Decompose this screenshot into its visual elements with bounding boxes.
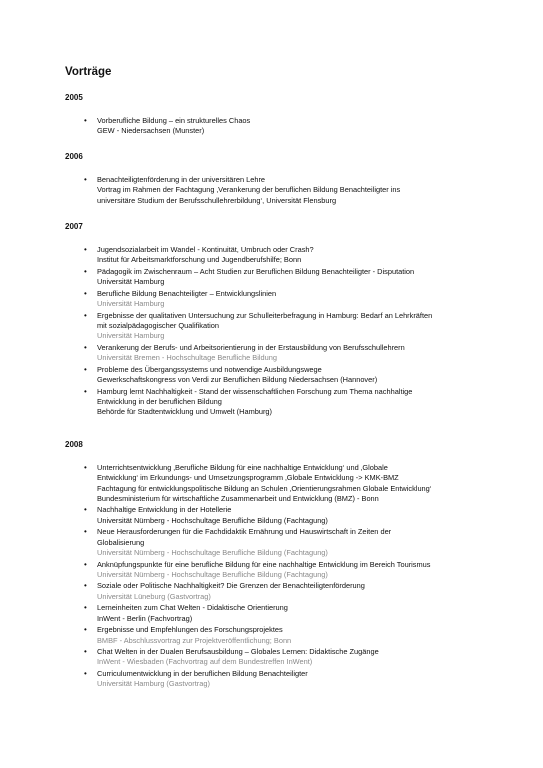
talk-title: • Chat Welten in der Dualen Berufsausbildung – Globales Lernen: Didaktische Zugänge <box>97 647 379 657</box>
talk-list-item <box>0 463 543 504</box>
talk-detail-line: mit sozialpädagogischer Qualifikation <box>97 320 220 330</box>
talk-list-item <box>0 505 543 526</box>
talk-title: • Unterrichtsentwicklung ‚Berufliche Bildung für eine nachhaltige Entwicklung‘ und ‚Globale <box>97 463 388 472</box>
talk-title: • Benachteiligtenförderung in der universitären Lehre <box>97 175 266 184</box>
talk-list-item <box>0 116 543 137</box>
year-heading-2008: 2008 <box>65 440 83 449</box>
talk-detail-line: InWent - Wiesbaden (Fachvortrag auf dem Bundestreffen InWent) <box>97 657 313 667</box>
talk-detail-line: Globalisierung <box>97 537 145 547</box>
talk-title: • Neue Herausforderungen für die Fachdidaktik Ernährung und Hauswirtschaft in Zeiten der <box>97 527 392 537</box>
talk-detail-line: Universität Hamburg <box>97 331 165 341</box>
talk-list-item <box>0 669 543 690</box>
talk-detail-line: Universität Bremen - Hochschultage Berufliche Bildung <box>97 353 277 363</box>
talk-title: • Anknüpfungspunkte für eine berufliche Bildung für eine nachhaltige Entwicklung im Bereich Tourismus <box>97 559 431 569</box>
talk-detail-line: Universität Nürnberg - Hochschultage Berufliche Bildung (Fachtagung) <box>97 547 328 557</box>
talk-list-2007 <box>0 245 543 419</box>
talk-detail-line: Universität Nürnberg - Hochschultage Berufliche Bildung (Fachtagung) <box>97 569 328 579</box>
talk-title: • Ergebnisse und Empfehlungen des Forschungsprojektes <box>97 625 283 635</box>
talk-title: • Soziale oder Politische Nachhaltigkeit? Die Grenzen der Benachteiligtenförderung <box>97 581 365 591</box>
talk-detail-line: InWent - Berlin (Fachvortrag) <box>97 613 193 623</box>
year-heading-2006: 2006 <box>65 152 83 161</box>
talk-list-2005 <box>0 116 543 138</box>
talk-list-2008 <box>0 463 543 691</box>
talk-list-item <box>0 267 543 288</box>
talk-list-item <box>0 289 543 310</box>
talk-list-item <box>0 560 543 581</box>
talk-title: • Nachhaltige Entwicklung in der Hotellerie <box>97 505 232 515</box>
talk-list-item <box>0 625 543 646</box>
talk-title: • Curriculumentwicklung in der beruflichen Bildung Benachteiligter <box>97 669 308 679</box>
talk-title: • Verankerung der Berufs- und Arbeitsorientierung in der Erstausbildung von Berufsschullehrern <box>97 342 405 352</box>
talk-detail-line: Behörde für Stadtentwicklung und Umwelt (Hamburg) <box>97 407 272 417</box>
talk-detail-line: Fachtagung für entwicklungspolitische Bildung an Schulen ‚Orientierungsrahmen Globale Entwicklung‘ <box>97 483 432 493</box>
talk-detail-line: Universität Lüneburg (Gastvortrag) <box>97 591 211 601</box>
talk-title: • Berufliche Bildung Benachteiligter – Entwicklungslinien <box>97 288 277 298</box>
talk-list-item <box>0 311 543 342</box>
talk-list-item <box>0 527 543 558</box>
talk-detail-line: Universität Hamburg <box>97 299 165 309</box>
year-heading-2007: 2007 <box>65 222 83 231</box>
talk-detail-line: BMBF - Abschlussvortrag zur Projektveröffentlichung; Bonn <box>97 635 292 645</box>
page-title: Vorträge <box>65 66 112 78</box>
talk-title: • Probleme des Übergangssystems und notwendige Ausbildungswege <box>97 364 322 374</box>
talk-list-item <box>0 603 543 624</box>
talk-list-item <box>0 343 543 364</box>
talk-title: • Pädagogik im Zwischenraum – Acht Studien zur Beruflichen Bildung Benachteiligter - Disputation <box>97 266 415 276</box>
talk-list-item <box>0 175 543 206</box>
year-heading-2005: 2005 <box>65 93 83 102</box>
talk-title: • Lerneinheiten zum Chat Welten - Didaktische Orientierung <box>97 603 288 613</box>
talk-detail-line: Institut für Arbeitsmarktforschung und Jugendberufshilfe; Bonn <box>97 255 302 265</box>
talk-detail-line: Gewerkschaftskongress von Verdi zur Beruflichen Bildung Niedersachsen (Hannover) <box>97 375 378 385</box>
talk-title: • Vorberufliche Bildung – ein strukturelles Chaos <box>97 116 251 125</box>
talk-detail-line: Entwicklung‘ im Erkundungs- und Umsetzungsprogramm ‚Globale Entwicklung -> KMK-BMZ <box>97 473 399 483</box>
talk-detail-line: GEW - Niedersachsen (Munster) <box>97 126 205 136</box>
talk-list-item <box>0 387 543 418</box>
talk-detail-line: Universität Hamburg (Gastvortrag) <box>97 679 210 689</box>
talk-list-item <box>0 581 543 602</box>
talk-list-item <box>0 647 543 668</box>
talk-list-item <box>0 365 543 386</box>
talk-list-item <box>0 245 543 266</box>
talk-detail-line: Universität Hamburg <box>97 277 165 287</box>
talk-detail-line: Vortrag im Rahmen der Fachtagung ‚Verankerung der beruflichen Bildung Benachteiligter ins <box>97 185 401 195</box>
talk-title: • Hamburg lernt Nachhaltigkeit - Stand der wissenschaftlichen Forschung zum Thema nachhaltige <box>97 386 413 396</box>
talk-detail-line: Bundesministerium für wirtschaftliche Zusammenarbeit und Entwicklung (BMZ) - Bonn <box>97 493 379 503</box>
talk-title: • Ergebnisse der qualitativen Untersuchung zur Schulleiterbefragung in Hamburg: Bedarf an Lehrkräften <box>97 310 433 320</box>
talk-detail-line: universitäre Studium der Berufsschullehrerbildung‘, Universität Flensburg <box>97 195 337 205</box>
talk-detail-line: Universität Nürnberg - Hochschultage Berufliche Bildung (Fachtagung) <box>97 515 328 525</box>
talk-title: • Jugendsozialarbeit im Wandel - Kontinuität, Umbruch oder Crash? <box>97 245 314 254</box>
talk-detail-line: Entwicklung in der beruflichen Bildung <box>97 396 222 406</box>
talk-list-2006 <box>0 175 543 207</box>
